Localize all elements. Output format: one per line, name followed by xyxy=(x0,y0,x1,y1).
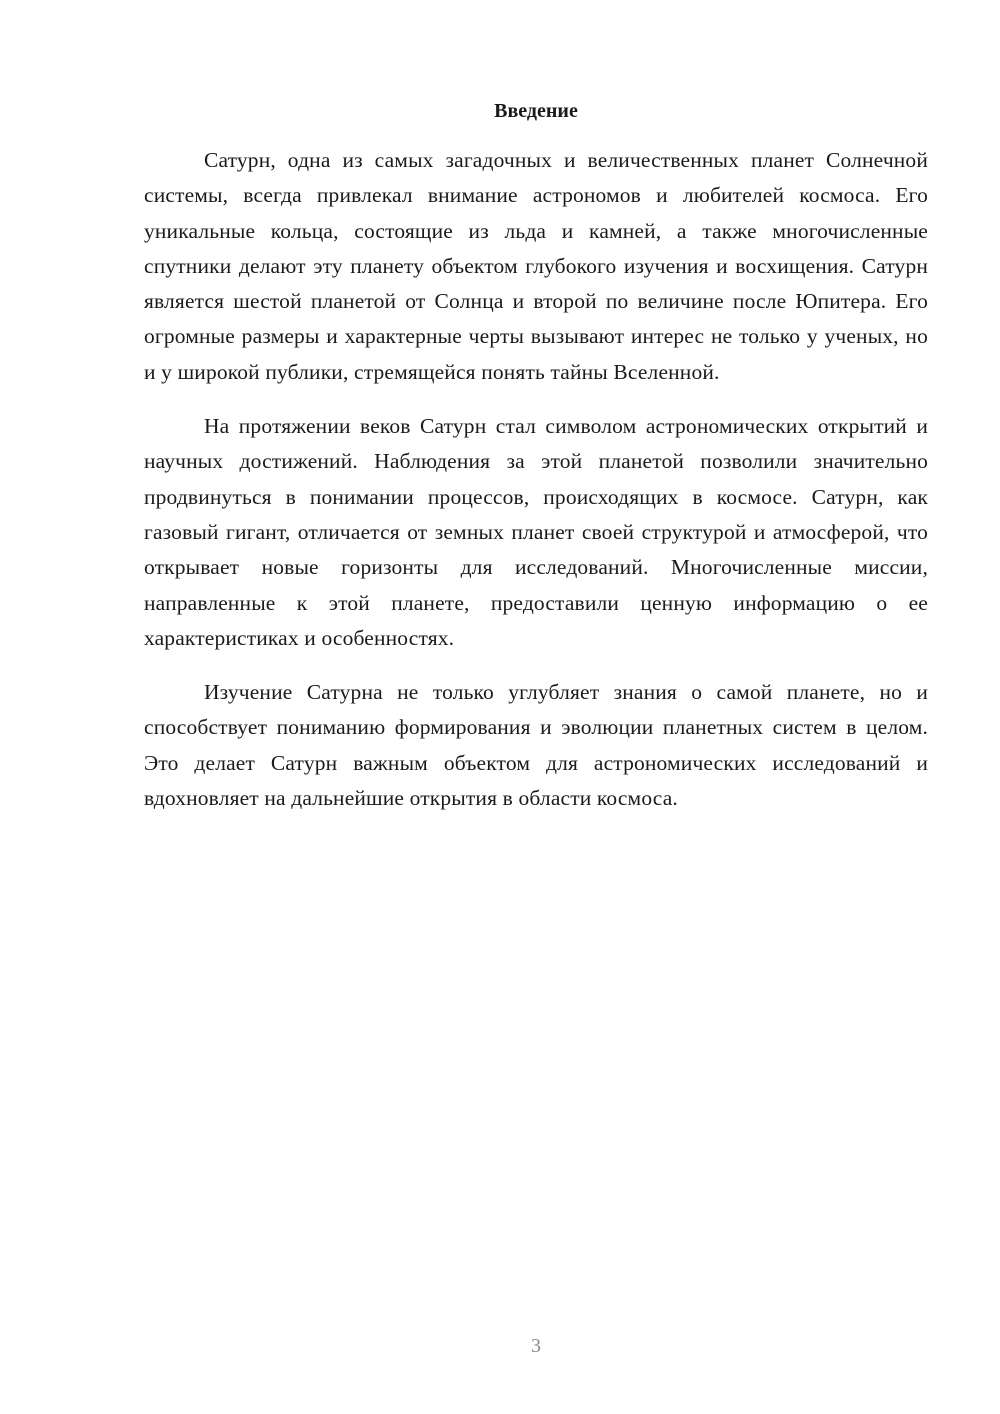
page-title: Введение xyxy=(494,100,578,122)
paragraph-3: Изучение Сатурна не только углубляет знания о самой планете, но и способствует пониманию формирования и эволюции планетных систем в целом. Это делает Сатурн важным объектом для астрономических исследований и вдохновляет на дальнейшие открытия в области космоса. xyxy=(144,680,928,811)
document-body xyxy=(144,143,928,835)
paragraph-2: На протяжении веков Сатурн стал символом астрономических открытий и научных достижений. Наблюдения за этой планетой позволили значительно продвинуться в понимании процессов, происходящих в космосе. Сатурн, как газовый гигант, отличается от земных планет своей структурой и атмосферой, что открывает новые горизонты для исследований. Многочисленные миссии, направленные к этой планете, предоставили ценную информацию о ее характеристиках и особенностях. xyxy=(144,414,928,650)
page-number: 3 xyxy=(531,1335,541,1357)
paragraph-1: Сатурн, одна из самых загадочных и величественных планет Солнечной системы, всегда привлекал внимание астрономов и любителей космоса. Его уникальные кольца, состоящие из льда и камней, а также многочисленные спутники делают эту планету объектом глубокого изучения и восхищения. Сатурн является шестой планетой от Солнца и второй по величине после Юпитера. Его огромные размеры и характерные черты вызывают интерес не только у ученых, но и у широкой публики, стремящейся понять тайны Вселенной. xyxy=(144,148,928,384)
